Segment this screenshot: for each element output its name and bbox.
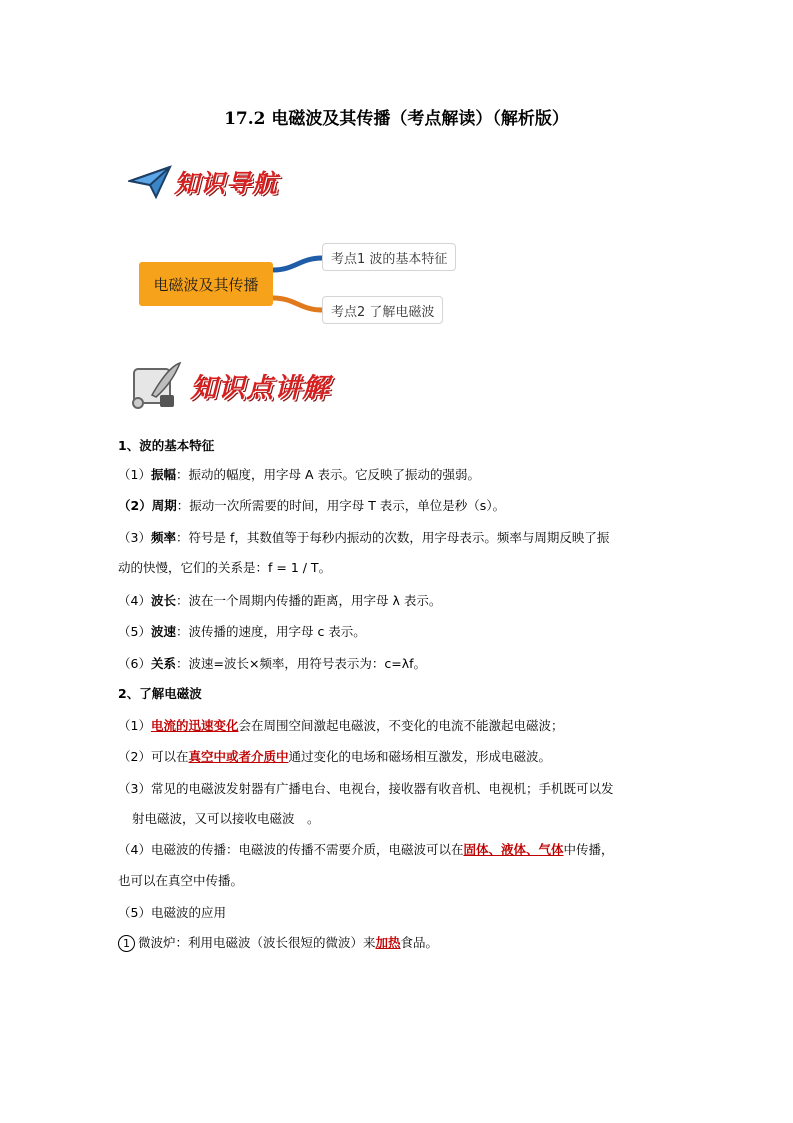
knowledge-points-label: 知识点讲解 <box>190 372 330 404</box>
text-body: 会在周围空间激起电磁波，不变化的电流不能激起电磁波； <box>238 718 564 733</box>
text-prefix: （4）电磁波的传播：电磁波的传播不需要介质，电磁波可以在 <box>118 842 464 857</box>
text-prefix: （2） <box>118 498 152 513</box>
text-line <box>118 747 551 767</box>
text-line <box>118 496 505 516</box>
mindmap-connectors <box>0 0 793 340</box>
term: 关系 <box>150 656 176 671</box>
term: 波长 <box>150 593 176 608</box>
term: 周期 <box>151 498 177 513</box>
mindmap-node-2: 考点2 了解电磁波 <box>322 296 443 324</box>
text-line <box>118 622 366 642</box>
text-prefix: （1） <box>118 718 151 733</box>
text-line: （3）常见的电磁波发射器有广播电台、电视台，接收器有收音机、电视机；手机既可以发 <box>118 781 614 796</box>
knowledge-nav-label: 知识导航 <box>174 169 279 198</box>
text-line <box>118 528 609 548</box>
text-body: ：振动的幅度，用字母 A 表示。它反映了振动的强弱。 <box>175 467 480 482</box>
circled-number: 1 <box>118 935 135 952</box>
text-line <box>118 591 441 611</box>
text-prefix: （4） <box>118 593 151 608</box>
section-heading-2: 2、了解电磁波 <box>118 686 202 701</box>
highlight-term: 电流的迅速变化 <box>150 718 239 733</box>
text-body: 食品。 <box>400 935 439 950</box>
text-line <box>118 840 614 860</box>
text-prefix: （2）可以在 <box>118 749 189 764</box>
text-line <box>118 716 563 736</box>
highlight-term: 固体、液体、气体 <box>463 842 564 857</box>
highlight-term: 真空中或者介质中 <box>188 749 289 764</box>
text-line <box>118 654 426 674</box>
text-body: ：波传播的速度，用字母 c 表示。 <box>175 624 366 639</box>
page-title: 17.2 电磁波及其传播（考点解读）（解析版） <box>224 109 569 129</box>
branch-connector-1 <box>273 258 322 270</box>
text-line: 射电磁波，又可以接收电磁波 。 <box>132 811 320 826</box>
knowledge-points-banner <box>128 359 330 411</box>
section-heading-1: 1、波的基本特征 <box>118 438 215 453</box>
term: 频率 <box>150 530 176 545</box>
highlight-term: 加热 <box>375 935 401 950</box>
text-body: 通过变化的电场和磁场相互激发，形成电磁波。 <box>288 749 551 764</box>
text-line: （5）电磁波的应用 <box>118 905 226 920</box>
scroll-quill-icon <box>128 359 184 411</box>
text-prefix: （3） <box>118 530 151 545</box>
text-body: ：波在一个周期内传播的距离，用字母 λ 表示。 <box>175 593 442 608</box>
mindmap-node-1: 考点1 波的基本特征 <box>322 243 456 271</box>
text-prefix: （6） <box>118 656 151 671</box>
term: 振幅 <box>150 467 176 482</box>
text-line: 也可以在真空中传播。 <box>118 873 244 888</box>
branch-connector-2 <box>273 298 322 310</box>
text-prefix: 微波炉：利用电磁波（波长很短的微波）来 <box>138 935 376 950</box>
text-body: ：波速=波长×频率，用符号表示为：c=λf。 <box>175 656 427 671</box>
text-line <box>118 465 480 485</box>
text-line: 动的快慢，它们的关系是：f = 1 / T。 <box>118 560 332 575</box>
text-body: 中传播， <box>563 842 614 857</box>
text-body: ：符号是 f，其数值等于每秒内振动的次数，用字母表示。频率与周期反映了振 <box>175 530 610 545</box>
mindmap-root: 电磁波及其传播 <box>139 262 273 306</box>
text-prefix: （5） <box>118 624 151 639</box>
text-body: ：振动一次所需要的时间，用字母 T 表示，单位是秒（s）。 <box>176 498 506 513</box>
term: 波速 <box>150 624 176 639</box>
text-prefix: （1） <box>118 467 151 482</box>
text-line <box>118 933 438 953</box>
